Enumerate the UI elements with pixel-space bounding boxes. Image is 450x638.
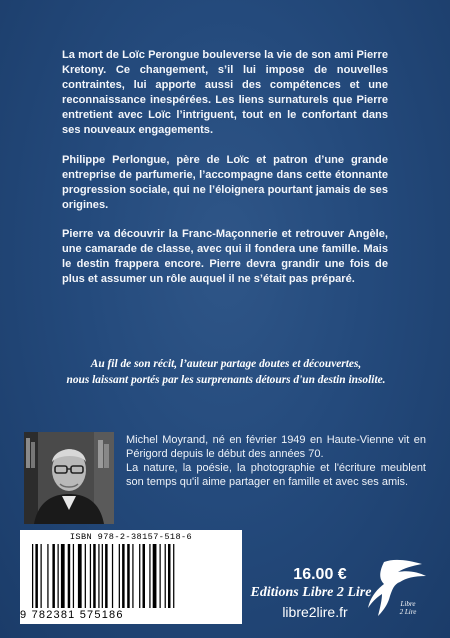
barcode-digits: 9 782381 575186 (20, 609, 124, 621)
barcode (20, 530, 242, 624)
tagline-line-2: nous laissant portés par les surprenants détours d'un destin insolite. (66, 374, 386, 386)
isbn-label: ISBN 978-2-38157-518-6 (69, 532, 193, 542)
blurb (62, 48, 388, 301)
author-portrait-icon (24, 432, 114, 524)
author-bio (126, 433, 426, 489)
logo-text-line-1: Libre (400, 600, 416, 608)
tagline (40, 356, 412, 388)
blurb-paragraph-2: Philippe Perlongue, père de Loïc et patron d’une grande entreprise de parfumerie, l’accompagne dans cette étonnante progression sociale, qui ne l’éloignera pourtant jamais de ses origines. (62, 153, 388, 211)
publisher-name: Editions Libre 2 Lire (250, 585, 372, 600)
blurb-paragraph-3: Pierre va découvrir la Franc-Maçonnerie et retrouver Angèle, une camarade de classe, avec qui il fondera une famille. Mais le destin frappera encore. Pierre devra grandir une fois de plus et assumer un rôle auquel il ne s’était pas préparé. (62, 227, 388, 286)
price: 16.00 € (293, 566, 347, 583)
author-bio-paragraph-2: La nature, la poésie, la photographie et l'écriture meublent son temps qu'il aime partager en famille et avec ses amis. (126, 462, 426, 488)
publisher-website: libre2lire.fr (282, 604, 348, 620)
logo-text-line-2: 2 Lire (399, 608, 417, 616)
tagline-line-1: Au fil de son récit, l’auteur partage doutes et découvertes, (90, 358, 362, 370)
author-photo (24, 432, 114, 524)
blurb-paragraph-1: La mort de Loïc Perongue bouleverse la vie de son ami Pierre Kretony. Ce changement, s’il lui impose de nouvelles contraintes, lui apporte aussi des compétences et une reconnaissance inespérées. Les liens surnaturels que Pierre entretient avec Loïc l’intriguent, tout en le confortant dans ses nouveaux engagements. (62, 49, 388, 137)
author-bio-paragraph-1: Michel Moyrand, né en février 1949 en Haute-Vienne vit en Périgord depuis le début des années 70. (126, 434, 426, 460)
logo-text (388, 600, 428, 616)
barcode-bars-icon (30, 544, 232, 608)
